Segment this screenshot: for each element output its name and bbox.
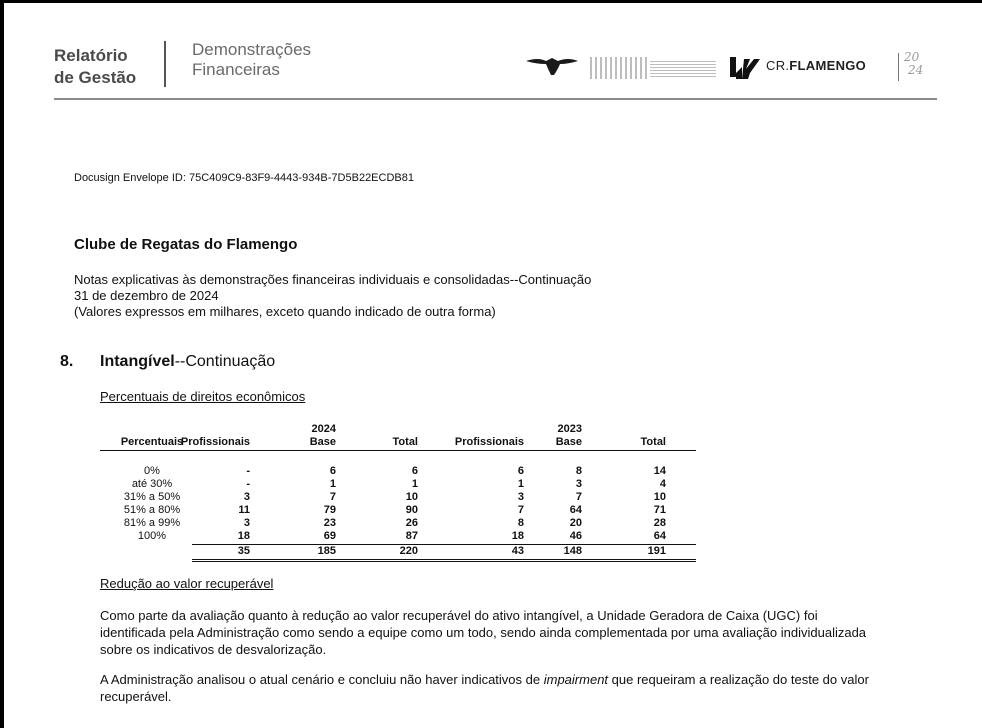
table-cell: 23 [323,517,336,529]
impairment-heading: Redução ao valor recuperável [100,576,274,591]
table-cell: - [246,478,250,490]
table-cell: 6 [329,465,336,477]
table-total-cell: 185 [317,545,336,557]
table-cell: 64 [653,530,666,542]
table-cell: 14 [653,465,666,477]
table-total-cell: 43 [511,545,524,557]
table-rule [192,561,696,562]
table-row-label: 31% a 50% [123,491,181,503]
table-header-cell: Profissionais [454,436,524,448]
report-title [54,45,136,89]
flamengo-crest-icon [728,55,762,81]
table-total-cell: 220 [399,545,418,557]
table-header-cell: Percentuais [120,436,184,448]
flamengo-wordmark [766,58,866,73]
header-rule [54,98,937,100]
impairment-p1-line2: identificada pela Administração como sendo a equipe como um todo, sendo ainda complementada por uma avaliação individualizada [100,625,867,640]
table-row-label: até 30% [131,478,173,490]
company-name: Clube de Regatas do Flamengo [74,236,298,253]
table-cell: 1 [517,478,524,490]
impairment-p2-line1 [100,671,950,688]
table-cell: 79 [323,504,336,516]
table-total-cell: 191 [647,545,666,557]
table-cell: 69 [323,530,336,542]
year-mark-bottom: 24 [908,63,924,77]
table-rule [100,450,696,451]
table-cell: 87 [405,530,418,542]
impairment-p2-pre: A Administração analisou o atual cenário e concluiu não haver indicativos de [100,672,544,687]
table-cell: 90 [405,504,418,516]
table-cell: - [246,465,250,477]
table-cell: 3 [517,491,524,503]
impairment-p1-line1: Como parte da avaliação quanto à redução ao valor recuperável do ativo intangível, a Unidade Geradora de Caixa (UGC) foi [100,608,818,623]
percent-table-heading: Percentuais de direitos econômicos [100,389,306,404]
table-header-cell: Base [309,436,336,448]
section-name: Intangível [100,353,175,370]
table-header-cell: Total [392,436,418,448]
notes-title: Notas explicativas às demonstrações financeiras individuais e consolidadas--Continuação [74,272,592,287]
table-row-label: 100% [137,530,167,542]
table-year-2024: 2024 [311,423,336,435]
percent-table [100,421,690,561]
impairment-p2-emphasis: impairment [543,672,609,687]
report-title-line1: Relatório [54,46,128,65]
impairment-p1-line3: sobre os indicativos de desvalorização. [100,642,327,657]
report-subtitle-line1: Demonstrações [192,40,312,59]
table-cell: 3 [575,478,582,490]
table-cell: 1 [411,478,418,490]
vulture-logo-icon [524,55,580,77]
table-row-label: 0% [144,465,160,477]
table-cell: 7 [517,504,524,516]
header-divider [164,41,166,87]
year-mark [904,51,923,77]
document-page [4,3,982,728]
table-year-2023: 2023 [557,423,582,435]
table-header-cell: Profissionais [180,436,250,448]
impairment-paragraph-2 [100,671,950,705]
table-cell: 10 [653,491,666,503]
report-subtitle-line2: Financeiras [192,60,280,79]
notes-date: 31 de dezembro de 2024 [74,288,219,303]
table-total-cell: 148 [563,545,582,557]
table-total-cell: 35 [237,545,250,557]
table-cell: 18 [511,530,524,542]
table-cell: 10 [405,491,418,503]
table-row-label: 81% a 99% [123,517,181,529]
table-header-cell: Total [640,436,666,448]
table-rule [192,544,696,545]
stripes-pattern-icon [590,55,718,81]
report-subtitle [192,40,311,80]
table-cell: 3 [243,517,250,529]
docusign-envelope-id: Docusign Envelope ID: 75C409C9-83F9-4443-934B-7D5B22ECDB81 [74,172,414,184]
logo-divider [898,53,899,81]
table-cell: 11 [238,504,250,516]
table-cell: 71 [653,504,666,516]
table-cell: 18 [237,530,250,542]
year-mark-top: 20 [904,50,920,64]
notes-units: (Valores expressos em milhares, exceto quando indicado de outra forma) [74,304,496,319]
table-cell: 8 [575,465,582,477]
table-cell: 8 [517,517,524,529]
notes-header [74,272,591,320]
table-cell: 3 [243,491,250,503]
table-cell: 46 [569,530,582,542]
table-cell: 28 [653,517,666,529]
table-row-label: 51% a 80% [123,504,181,516]
table-cell: 6 [517,465,524,477]
report-title-line2: de Gestão [54,68,137,87]
impairment-paragraph-1 [100,607,950,658]
section-number: 8. [60,353,74,370]
table-cell: 1 [329,478,336,490]
impairment-p2-line2: recuperável. [100,689,172,704]
section-heading [60,353,275,371]
table-cell: 26 [405,517,418,529]
table-rule [192,559,696,560]
wordmark-cr: CR. [766,58,790,73]
table-cell: 6 [411,465,418,477]
table-header-cell: Base [555,436,582,448]
table-cell: 64 [569,504,582,516]
table-cell: 4 [659,478,666,490]
section-suffix: --Continuação [174,353,276,370]
table-cell: 7 [575,491,582,503]
table-cell: 7 [329,491,336,503]
table-cell: 20 [569,517,582,529]
impairment-p2-post: que requeiram a realização do teste do valor [608,672,869,687]
wordmark-flamengo: FLAMENGO [789,58,867,73]
